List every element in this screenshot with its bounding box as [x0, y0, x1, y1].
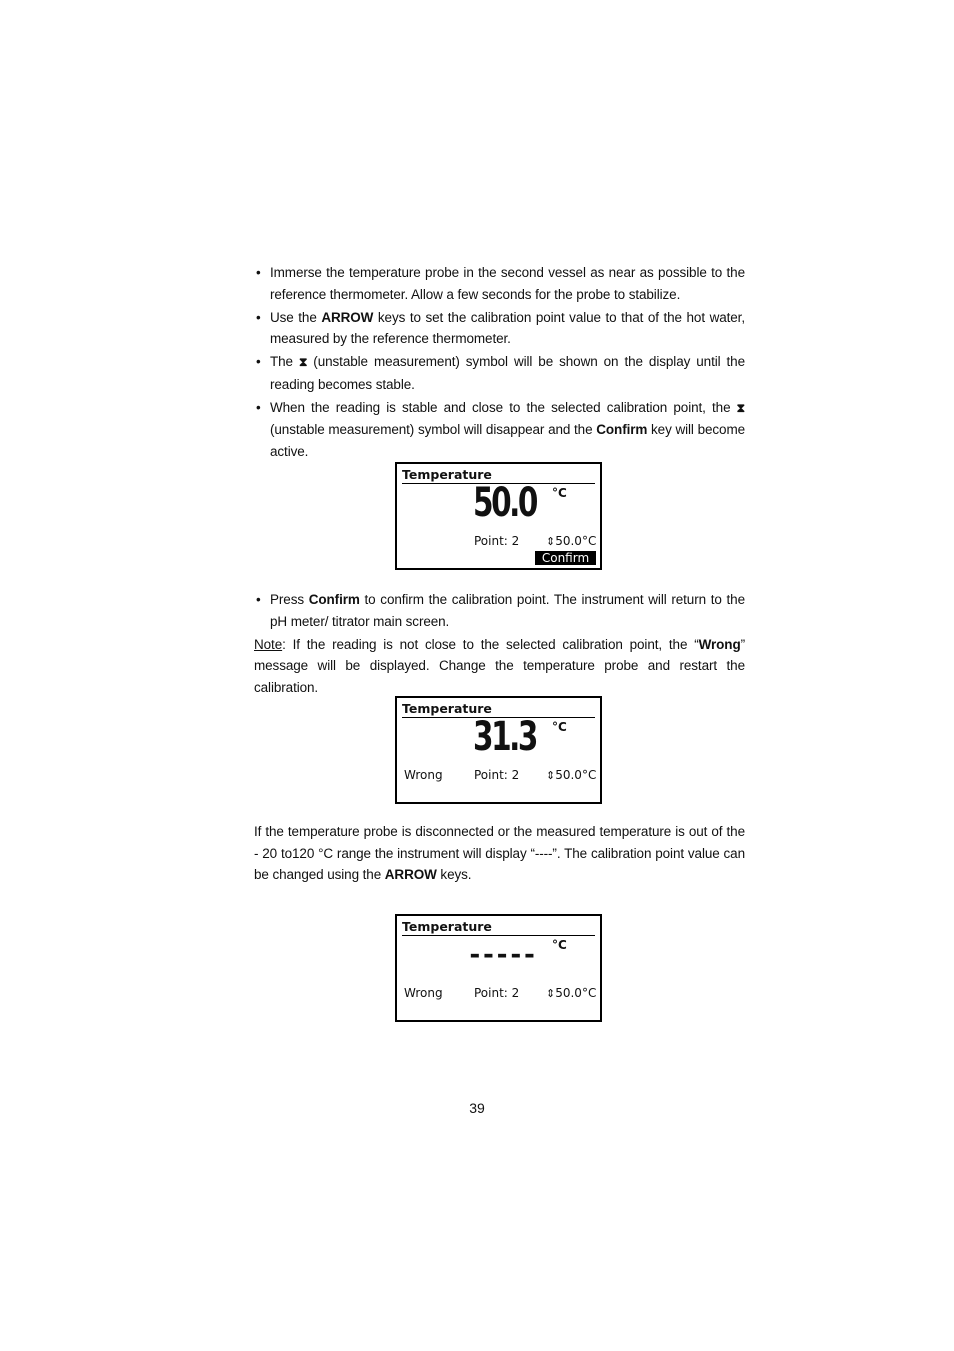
out-of-range-paragraph: If the temperature probe is disconnected or the measured temperature is out of the - 20 to120 °C range the instrument will display “----”. The calibration point value can be changed using the ARROW keys.: [254, 824, 745, 882]
setpoint-value: ⇕50.0°C: [546, 986, 597, 1000]
calibration-point: Point: 2: [474, 534, 520, 548]
hourglass-icon: ⧗: [298, 355, 308, 369]
bullet-stable-reading: • When the reading is stable and close to the selected calibration point, the ⧗ (unstable measurement) symbol will disappear and the Confirm key will become active.: [256, 399, 745, 459]
temperature-reading: 31.3: [473, 714, 536, 760]
wrong-message: Wrong: [404, 986, 443, 1000]
calibration-point: Point: 2: [474, 768, 520, 782]
setpoint-value: ⇕50.0°C: [546, 768, 597, 782]
unit-label: °C: [552, 720, 567, 734]
screen-title: Temperature: [402, 467, 492, 482]
screen-title: Temperature: [402, 919, 492, 934]
unit-label: °C: [552, 938, 567, 952]
bullet-unstable-symbol: • The ⧗ (unstable measurement) symbol will be shown on the display until the reading becomes stable.: [256, 354, 745, 392]
hourglass-icon: ⧗: [736, 400, 745, 415]
note-paragraph: Note: If the reading is not close to the selected calibration point, the “Wrong” message will be displayed. Change the temperature probe and restart the calibration.: [254, 636, 745, 695]
up-down-arrow-icon: ⇕: [546, 987, 556, 1000]
up-down-arrow-icon: ⇕: [546, 535, 556, 548]
up-down-arrow-icon: ⇕: [546, 769, 556, 782]
temperature-reading: 50.0: [473, 480, 536, 526]
instruction-bullets: [254, 262, 745, 464]
unit-label: °C: [552, 486, 567, 500]
lcd-screen-confirm: [395, 462, 602, 570]
lcd-screen-wrong: [395, 696, 602, 804]
wrong-message: Wrong: [404, 768, 443, 782]
calibration-point: Point: 2: [474, 986, 520, 1000]
screen-title: Temperature: [402, 701, 492, 716]
bullet-press-confirm: • Press Confirm to confirm the calibration point. The instrument will return to the pH meter/ titrator main screen.: [256, 592, 745, 629]
temperature-reading: -----: [467, 940, 536, 970]
lcd-screen-out-of-range: [395, 914, 602, 1022]
confirm-button[interactable]: Confirm: [535, 551, 596, 565]
confirm-instructions: [254, 589, 745, 698]
setpoint-value: ⇕50.0°C: [546, 534, 597, 548]
bullet-immerse: • Immerse the temperature probe in the second vessel as near as possible to the reference thermometer. Allow a few seconds for the probe to stabilize.: [256, 265, 745, 302]
bullet-arrow-keys: • Use the ARROW keys to set the calibration point value to that of the hot water, measured by the reference thermometer.: [256, 309, 745, 346]
page-number: 39: [469, 1100, 485, 1116]
